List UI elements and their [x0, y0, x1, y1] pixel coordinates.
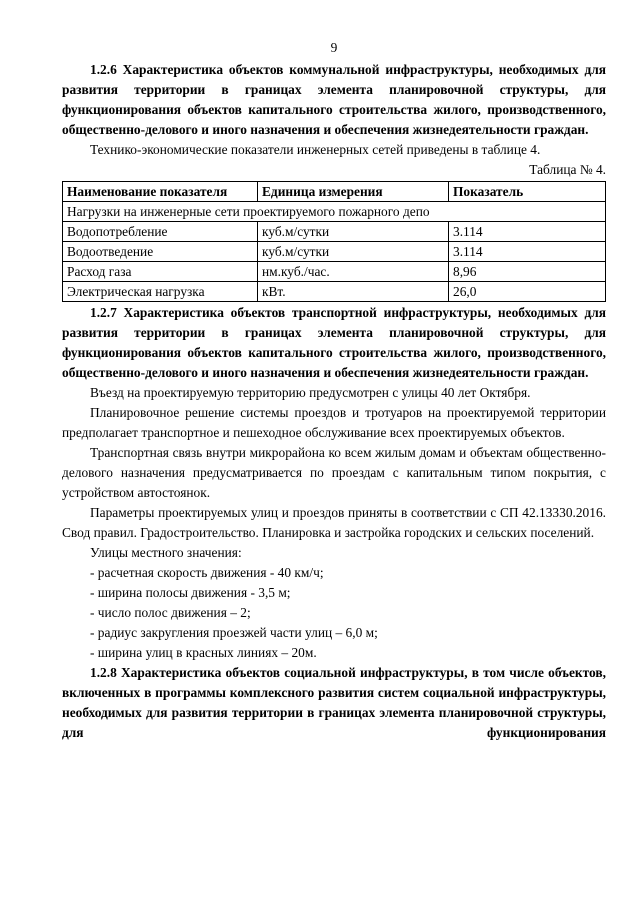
table-cell: Водоотведение [63, 242, 258, 262]
street-parameters-list [62, 563, 606, 663]
section-1-2-7-heading: 1.2.7 Характеристика объектов транспортной инфраструктуры, необходимых для развития территории в границах элемента планировочной структуры, для функционирования объектов капитального строительства жилого, производственного, общественно-делового и иного назначения и обеспечения жизнедеятельности граждан. [62, 305, 606, 380]
table-group-row [63, 202, 606, 222]
document-page [62, 38, 606, 763]
paragraph: Параметры проектируемых улиц и проездов приняты в соответствии с СП 42.13330.2016. Свод правил. Градостроительство. Планировка и застройка городских и сельских поселений. [62, 505, 606, 540]
paragraph: Улицы местного значения: [90, 545, 242, 560]
table-cell: Расход газа [63, 262, 258, 282]
table-header-cell: Единица измерения [258, 182, 449, 202]
page-number: 9 [330, 40, 338, 55]
list-item: - ширина улиц в красных линиях – 20м. [90, 645, 317, 660]
paragraph: Планировочное решение системы проездов и тротуаров на проектируемой территории предполагает транспортное и пешеходное обслуживание всех проектируемых объектов. [62, 405, 606, 440]
engineering-networks-table [62, 181, 606, 302]
table-cell: куб.м/сутки [258, 242, 449, 262]
table-cell: Электрическая нагрузка [63, 282, 258, 302]
table-cell: куб.м/сутки [258, 222, 449, 242]
table-cell: 3.114 [449, 222, 606, 242]
table-row [63, 242, 606, 262]
table-caption: Таблица № 4. [529, 162, 606, 177]
list-item: - радиус закругления проезжей части улиц – 6,0 м; [90, 625, 378, 640]
list-item: - ширина полосы движения - 3,5 м; [90, 585, 291, 600]
table-row [63, 222, 606, 242]
table-cell: 26,0 [449, 282, 606, 302]
table-row [63, 262, 606, 282]
list-item: - число полос движения – 2; [90, 605, 251, 620]
table-cell: нм.куб./час. [258, 262, 449, 282]
table-cell: Водопотребление [63, 222, 258, 242]
table-header-row [63, 182, 606, 202]
table-header-cell: Наименование показателя [63, 182, 258, 202]
list-item: - расчетная скорость движения - 40 км/ч; [90, 565, 324, 580]
paragraph: Въезд на проектируемую территорию предусмотрен с улицы 40 лет Октября. [90, 385, 531, 400]
table-cell: 8,96 [449, 262, 606, 282]
table-cell: кВт. [258, 282, 449, 302]
table-row [63, 282, 606, 302]
table-cell: 3.114 [449, 242, 606, 262]
paragraph: Транспортная связь внутри микрорайона ко всем жилым домам и объектам общественно-делового назначения предусматривается по проездам с капитальным типом покрытия, с устройством автостоянок. [62, 445, 606, 500]
section-1-2-8-heading: 1.2.8 Характеристика объектов социальной инфраструктуры, в том числе объектов, включенных в программы комплексного развития систем социальной инфраструктуры, необходимых для развития территории в границах элемента планировочной структуры, для функционирования [62, 665, 606, 740]
table-intro: Технико-экономические показатели инженерных сетей приведены в таблице 4. [90, 142, 541, 157]
table-group-cell: Нагрузки на инженерные сети проектируемого пожарного депо [63, 202, 606, 222]
table-header-cell: Показатель [449, 182, 606, 202]
section-1-2-6-heading: 1.2.6 Характеристика объектов коммунальной инфраструктуры, необходимых для развития территории в границах элемента планировочной структуры, для функционирования объектов капитального строительства жилого, производственного, общественно-делового и иного назначения и обеспечения жизнедеятельности граждан. [62, 62, 606, 137]
